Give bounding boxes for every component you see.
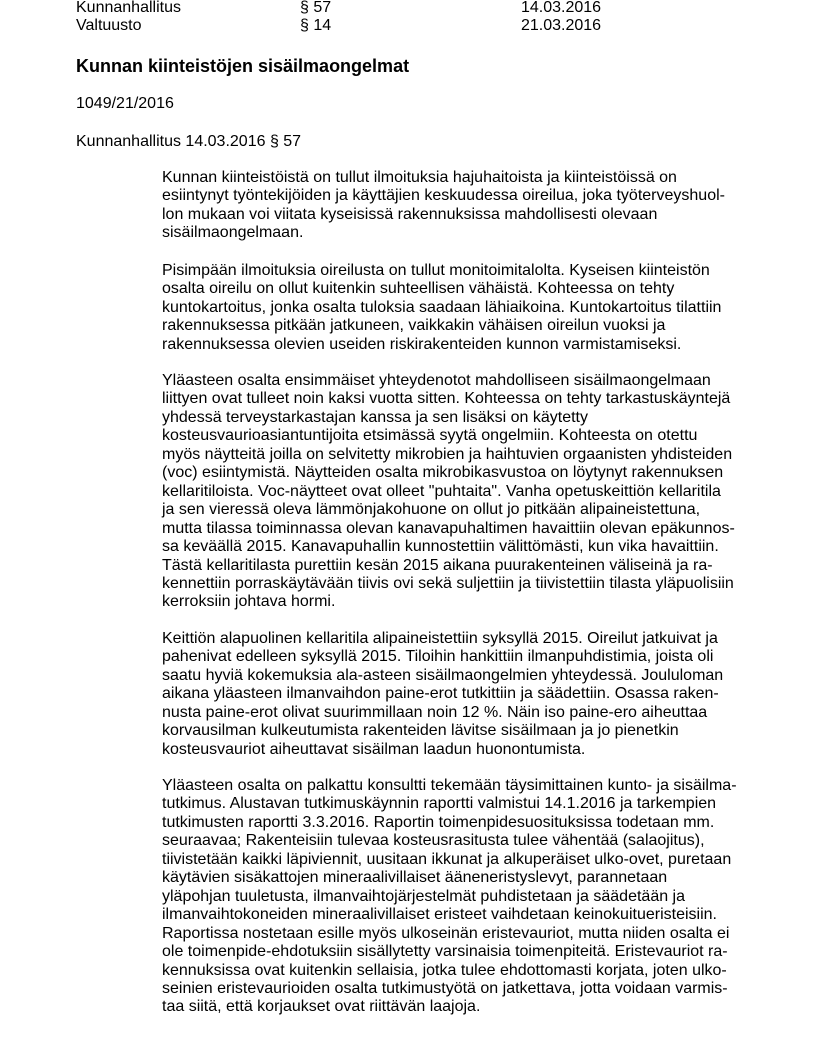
text-line: tutkimus. Alustavan tutkimuskäynnin raportti valmistui 14.1.2016 ja tarkempien	[162, 795, 717, 813]
header-body-name: Kunnanhallitus	[76, 0, 181, 16]
text-line: kellaritiloista. Voc-näytteet ovat olleet "puhtaita". Vanha opetuskeittiön kellaritila	[162, 482, 721, 500]
text-line: tutkimusten raportti 3.3.2016. Raportin toimenpidesuosituksissa todetaan mm.	[162, 813, 715, 831]
header-date: 14.03.2016	[521, 0, 602, 16]
reference-number: 1049/21/2016	[76, 95, 174, 112]
text-line: ilmanvaihtokoneiden mineraalivillaiset eristeet vaihdetaan keinokuitueristeisiin.	[162, 906, 717, 924]
text-line: myös näytteitä joilla on selvitetty mikrobien ja haihtuvien orgaanisten yhdisteiden	[162, 445, 733, 463]
text-line: ole toimenpide-ehdotuksiin sisällytetty varsinaisia toimenpiteitä. Eristevauriot ra-	[162, 943, 728, 961]
text-line: esiintynyt työntekijöiden ja käyttäjien keskuudessa oireilua, joka työterveyshuol-	[162, 187, 725, 205]
text-line: kerroksiin johtava hormi.	[162, 593, 336, 611]
text-line: Raportissa nostetaan esille myös ulkoseinän eristevauriot, mutta niiden osalta ei	[162, 924, 730, 942]
text-line: kennettiin porraskäytävään tiivis ovi sekä suljettiin ja tiivistettiin tilasta yläpuolisiin	[162, 574, 734, 592]
text-line: osalta oireilu on ollut kuitenkin suhteellisen vähäistä. Kohteessa on tehty	[162, 280, 675, 298]
body-paragraph-4	[162, 630, 762, 759]
text-line: Yläasteen osalta ensimmäiset yhteydenotot mahdolliseen sisäilmaongelmaan	[162, 372, 711, 389]
text-line: Yläasteen osalta on palkattu konsultti tekemään täysimittainen kunto- ja sisäilma-	[162, 777, 737, 794]
text-line: Pisimpään ilmoituksia oireilusta on tullut monitoimitalolta. Kyseisen kiinteistön	[162, 262, 710, 279]
header-section: § 14	[300, 17, 332, 34]
document-title: Kunnan kiinteistöjen sisäilmaongelmat	[76, 56, 410, 76]
body-paragraph-1	[162, 169, 762, 243]
text-line: aikana yläasteen ilmanvaihdon paine-erot tutkittiin ja säädettiin. Osassa raken-	[162, 685, 719, 703]
text-line: liittyen ovat tulleet noin kaksi vuotta sitten. Kohteessa on tehty tarkastuskäyntejä	[162, 390, 731, 408]
header-date: 21.03.2016	[521, 17, 602, 34]
text-line: taa siitä, että korjaukset ovat riittävän laajoja.	[162, 998, 481, 1016]
text-line: yläpohjan tuuletusta, ilmanvaihtojärjestelmät puhdistetaan ja säädetään ja	[162, 887, 686, 905]
text-line: rakennuksessa pitkään jatkuneen, vaikkakin vähäisen oireilun vuoksi ja	[162, 317, 666, 335]
text-line: saatu hyviä kokemuksia ala-asteen sisäilmaongelmien yhteydessä. Joululoman	[162, 666, 724, 684]
text-line: sa keväällä 2015. Kanavapuhallin kunnostettiin välittömästi, kun vika havaittiin.	[162, 538, 719, 556]
text-line: korvausilman kulkeutumista rakenteiden lävitse sisäilmaan ja jo pienetkin	[162, 722, 679, 740]
text-line: lon mukaan voi viitata kyseisissä rakennuksissa mahdollisesti olevaan	[162, 205, 658, 223]
text-line: tiivistetään kaikki läpiviennit, uusitaan ikkunat ja alkuperäiset ulko-ovet, puretaan	[162, 850, 732, 868]
text-line: sisäilmaongelmaan.	[162, 224, 304, 242]
text-line: rakennuksessa olevien useiden riskirakenteiden kunnon varmistamiseksi.	[162, 335, 682, 353]
text-line: seinien eristevaurioiden osalta tutkimustyötä on jatkettava, jotta voidaan varmis-	[162, 979, 728, 997]
text-line: ja sen vieressä oleva lämmönjakohuone on ollut jo pitkään alipaineistettuna,	[162, 501, 701, 519]
text-line: yhdessä terveystarkastajan kanssa ja sen lisäksi on käytetty	[162, 408, 588, 426]
session-line: Kunnanhallitus 14.03.2016 § 57	[76, 133, 302, 150]
text-line: kuntokartoitus, jonka osalta tuloksia saadaan lähiaikoina. Kuntokartoitus tilattiin	[162, 298, 722, 316]
body-paragraph-3	[162, 372, 762, 612]
text-line: pahenivat edelleen syksyllä 2015. Tiloihin hankittiin ilmanpuhdistimia, joista oli	[162, 648, 714, 666]
text-line: käytävien sisäkattojen mineraalivillaiset ääneneristyslevyt, parannetaan	[162, 869, 668, 887]
text-line: kosteusvauriot aiheuttavat sisäilman laadun huonontumista.	[162, 740, 586, 758]
header-section: § 57	[300, 0, 332, 16]
text-line: kosteusvaurioasiantuntijoita etsimässä syytä ongelmiin. Kohteesta on otettu	[162, 427, 698, 445]
text-line: mutta tilassa toiminnassa olevan kanavapuhaltimen havaittiin olevan epäkunnos-	[162, 519, 735, 537]
text-line: seuraavaa; Rakenteisiin tulevaa kosteusrasitusta tulee vähentää (salaojitus),	[162, 832, 705, 850]
text-line: Kunnan kiinteistöistä on tullut ilmoituksia hajuhaitoista ja kiinteistöissä on	[162, 169, 677, 186]
text-line: Keittiön alapuolinen kellaritila alipaineistettiin syksyllä 2015. Oireilut jatkuivat ja	[162, 630, 718, 647]
body-paragraph-2	[162, 262, 762, 354]
text-line: Tästä kellaritilasta purettiin kesän 2015 aikana puurakenteinen väliseinä ja ra-	[162, 556, 713, 574]
header-body-name: Valtuusto	[76, 17, 142, 34]
text-line: (voc) esiintymistä. Näytteiden osalta mikrobikasvustoa on löytynyt rakennuksen	[162, 464, 724, 482]
text-line: kennuksissa ovat kuitenkin sellaisia, jotka tulee ehdottomasti korjata, joten ulko-	[162, 961, 727, 979]
body-paragraph-5	[162, 777, 762, 1017]
text-line: nusta paine-erot olivat suurimmillaan noin 12 %. Näin iso paine-ero aiheuttaa	[162, 703, 708, 721]
